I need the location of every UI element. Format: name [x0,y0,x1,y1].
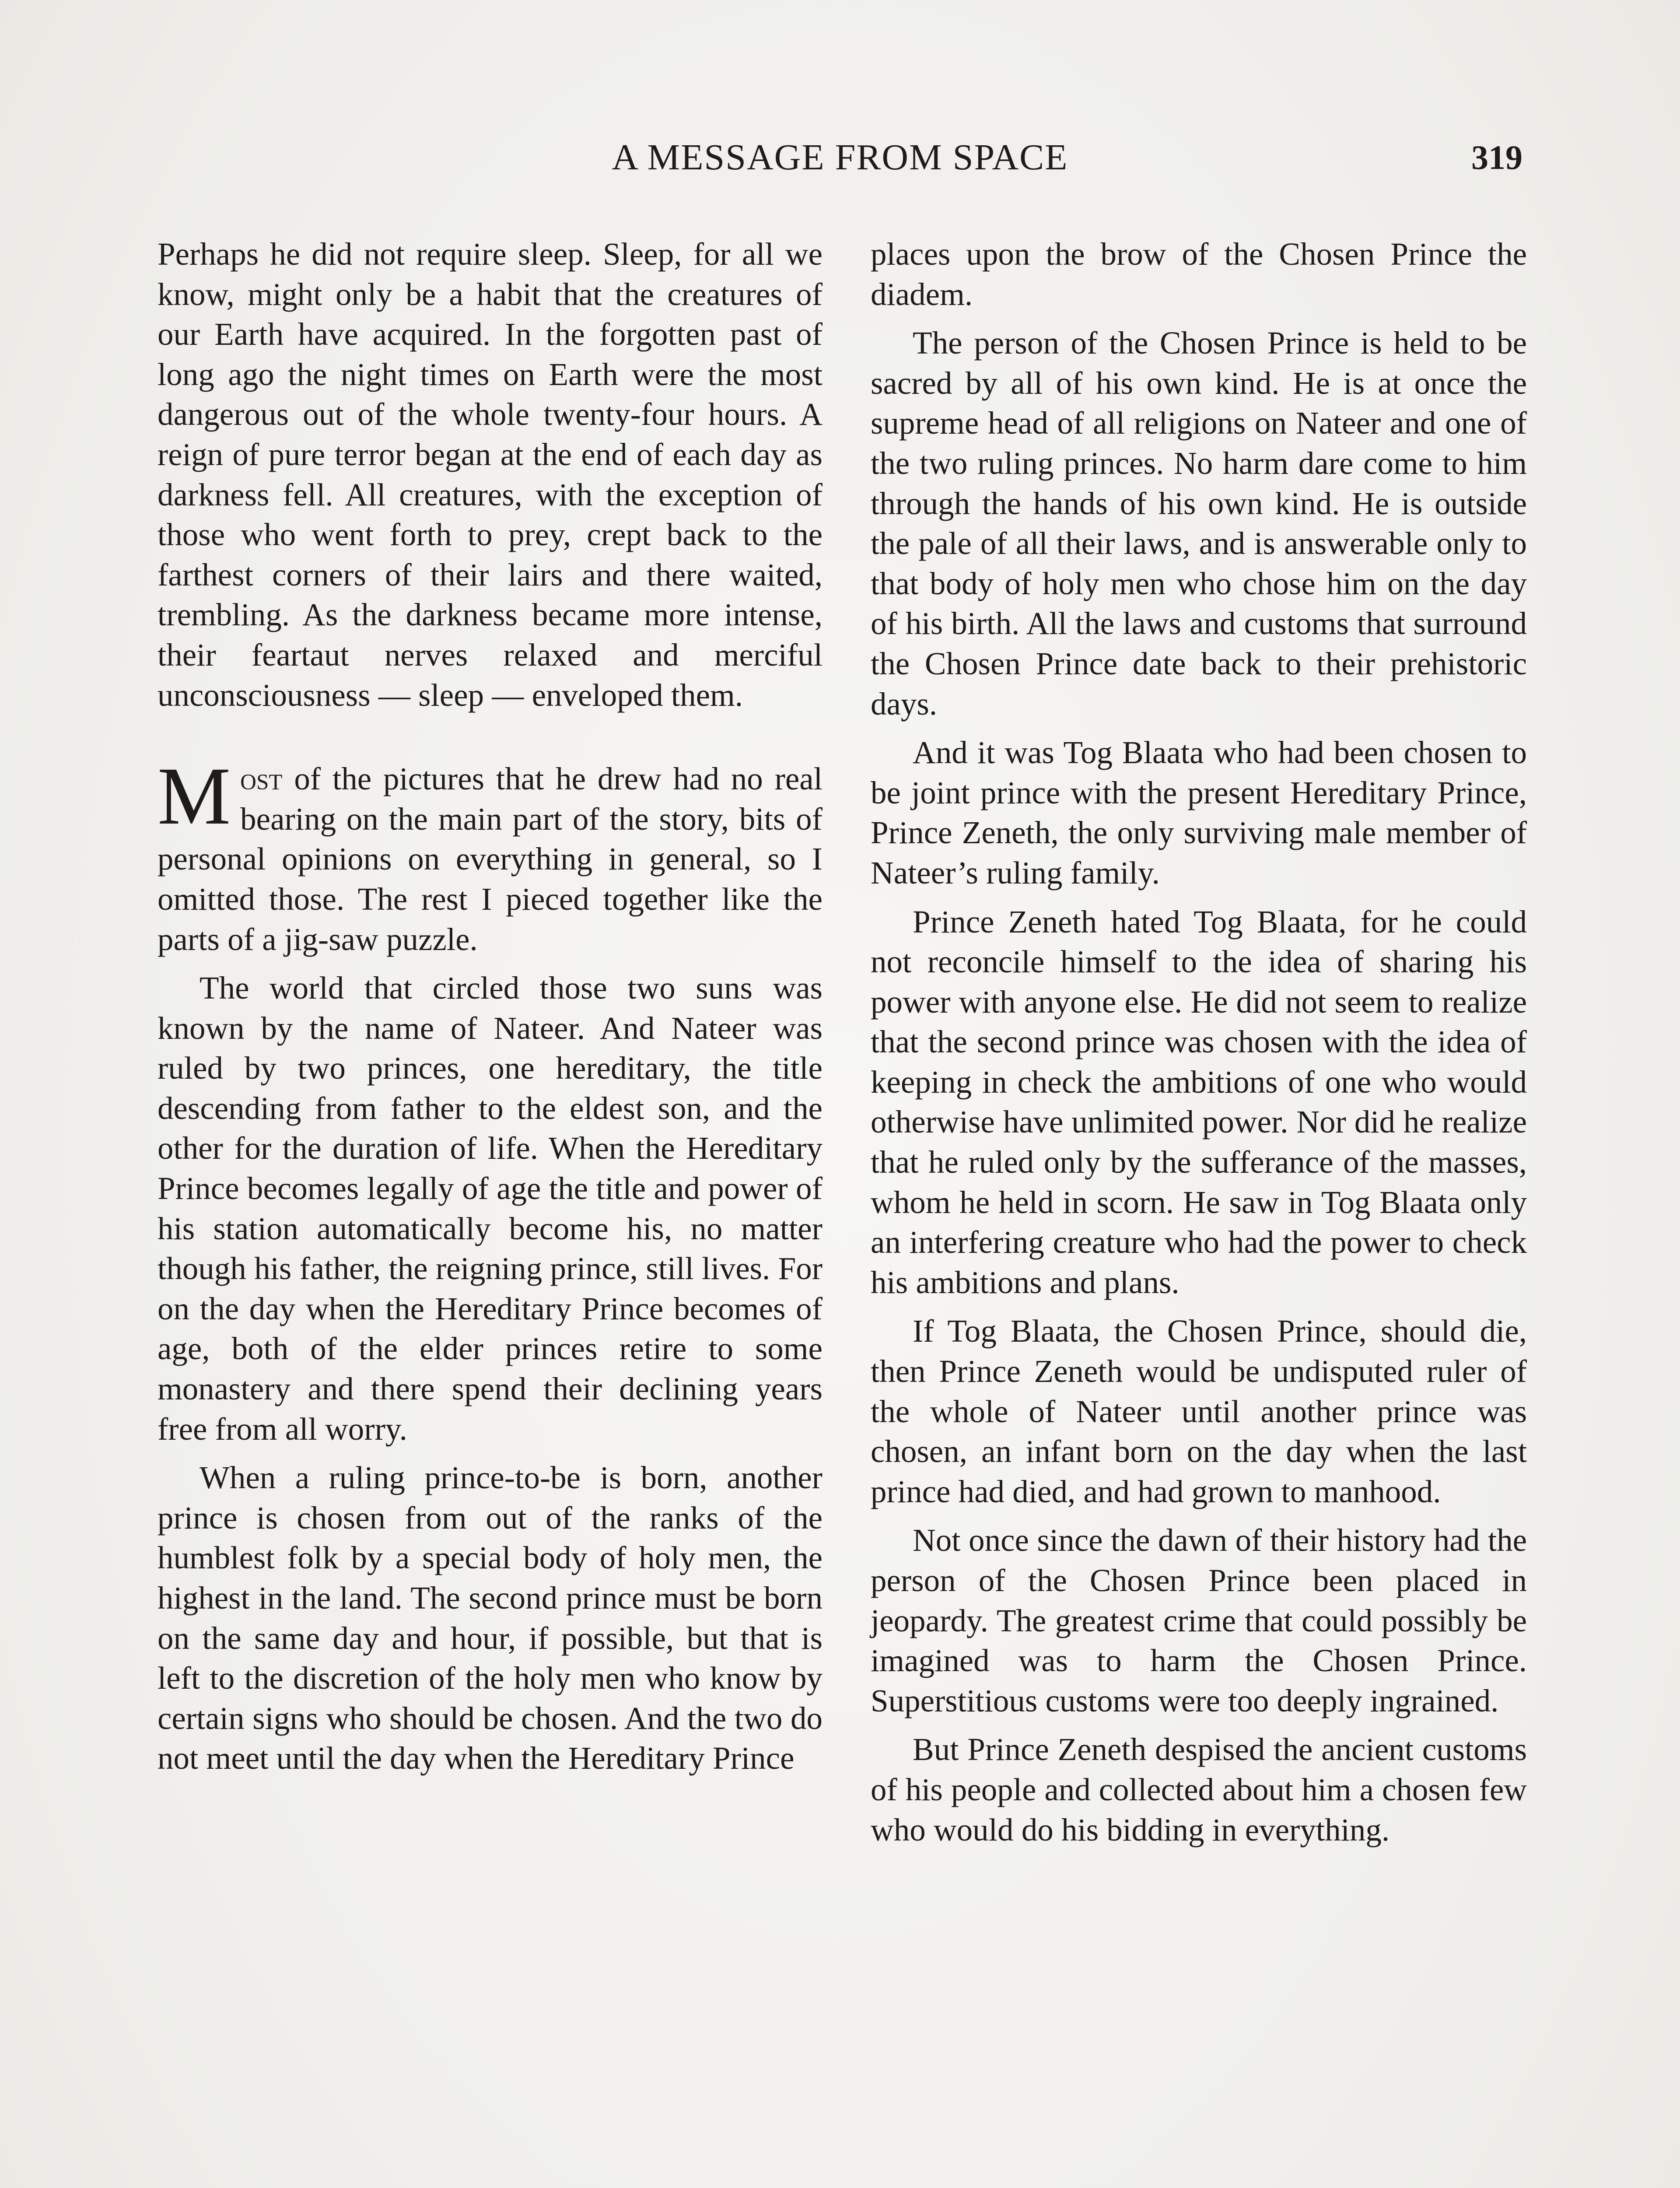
paragraph: But Prince Zeneth despised the ancient customs of his people and collected about him a chosen few who would do his bidding in everything. [871,1732,1527,1848]
small-caps-lead: ost [240,761,283,797]
paragraph: The world that circled those two suns was known by the name of Nateer. And Nateer was ruled by two princes, one hereditary, the title descending from father to the eldest son, and the other for the duration of life. When the Hereditary Prince becomes legally of age the title and power of his station automatically become his, no matter though his father, the reigning prince, still lives. For on the day when the Hereditary Prince becomes of age, both of the elder princes retire to some monastery and there spend their declining years free from all worry. [158,970,822,1447]
paragraph: Perhaps he did not require sleep. Sleep, for all we know, might only be a habit that the creatures of our Earth have acquired. In the forgotten past of long ago the night times on Earth were the most dangerous out of the whole twenty-four hours. A reign of pure terror began at the end of each day as darkness fell. All creatures, with the exception of those who went forth to prey, crept back to the farthest corners of their lairs and there waited, trembling. As the darkness became more intense, their feartaut nerves relaxed and merciful unconsciousness — sleep — enveloped them. [158,236,822,713]
section-start-paragraph [158,750,822,959]
running-title: A MESSAGE FROM SPACE [612,137,1068,178]
paragraph: And it was Tog Blaata who had been chosen to be joint prince with the present Hereditary Prince, Prince Zeneth, the only surviving male member of Nateer’s ruling family. [871,735,1527,891]
drop-cap: M [158,750,231,842]
paragraph: If Tog Blaata, the Chosen Prince, should die, then Prince Zeneth would be undisputed ruler of the whole of Nateer until another prince was chosen, an infant born on the day when the last prince had died, and had grown to manhood. [871,1313,1527,1509]
page-number: 319 [1471,138,1522,176]
paragraph-text: of the pictures that he drew had no real bearing on the main part of the story, bits of personal opinions on everything in general, so I omitted those. The rest I pieced together like the parts of a jig-saw puzzle. [158,761,822,957]
running-header [158,131,1522,184]
paragraph: places upon the brow of the Chosen Prince the diadem. [871,236,1527,312]
right-column [871,234,1527,1850]
paragraph: The person of the Chosen Prince is held to be sacred by all of his own kind. He is at once the supreme head of all religions on Nateer and one of the two ruling princes. No harm dare come to him through the hands of his own kind. He is outside the pale of all their laws, and is answerable only to that body of holy men who chose him on the day of his birth. All the laws and customs that surround the Chosen Prince date back to their prehistoric days. [871,325,1527,722]
paragraph: When a ruling prince-to-be is born, another prince is chosen from out of the ranks of the humblest folk by a special body of holy men, the highest in the land. The second prince must be born on the same day and hour, if possible, but that is left to the discretion of the holy men who know by certain signs who should be chosen. And the two do not meet until the day when the Hereditary Prince [158,1460,822,1776]
paragraph: Not once since the dawn of their history had the person of the Chosen Prince been placed in jeopardy. The greatest crime that could possibly be imagined was to harm the Chosen Prince. Superstitious customs were too deeply ingrained. [871,1522,1527,1718]
paragraph: Prince Zeneth hated Tog Blaata, for he could not reconcile himself to the idea of sharing his power with anyone else. He did not seem to realize that the second prince was chosen with the idea of keeping in check the ambitions of one who would otherwise have unlimited power. Nor did he realize that he ruled only by the sufferance of the masses, whom he held in scorn. He saw in Tog Blaata only an interfering creature who had the power to check his ambitions and plans. [871,904,1527,1300]
left-column [158,234,822,1778]
